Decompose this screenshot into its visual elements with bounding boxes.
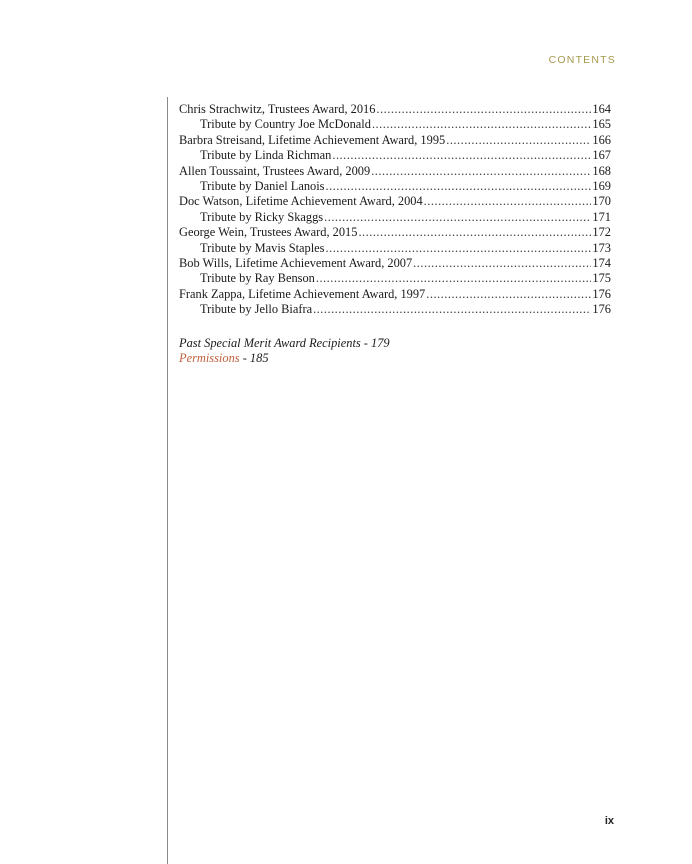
past-recipients-page: 179	[371, 336, 390, 350]
toc-entry-page: 165	[592, 117, 611, 132]
toc-entry-label: George Wein, Trustees Award, 2015	[179, 225, 358, 240]
dot-leader	[313, 302, 591, 317]
toc-entry-label: Tribute by Daniel Lanois	[200, 178, 325, 193]
toc-tribute-entry[interactable]	[179, 271, 611, 286]
dot-leader	[376, 102, 591, 117]
toc-entry-label: Tribute by Jello Biafra	[200, 302, 313, 317]
toc-entry-page: 175	[592, 271, 611, 286]
toc-award-entry[interactable]	[179, 256, 611, 271]
toc-entry-page: 174	[592, 255, 611, 270]
toc-entry-label: Tribute by Ray Benson	[200, 271, 315, 286]
toc-entry-page: 168	[592, 163, 611, 178]
toc-entry-page: 173	[592, 240, 611, 255]
past-recipients-entry[interactable]	[179, 336, 390, 351]
toc-entry-label: Barbra Streisand, Lifetime Achievement Award, 1995	[179, 132, 446, 147]
toc-entry-label: Tribute by Linda Richman	[200, 148, 332, 163]
toc-entry-label: Tribute by Mavis Staples	[200, 240, 325, 255]
toc-entry-page: 176	[592, 286, 611, 301]
toc-entry-label: Chris Strachwitz, Trustees Award, 2016	[179, 102, 376, 116]
dot-leader	[426, 287, 591, 302]
toc-entry-page: 176	[592, 302, 611, 317]
permissions-entry[interactable]	[179, 351, 390, 366]
toc-tribute-entry[interactable]	[179, 210, 611, 225]
toc-entry-label: Tribute by Country Joe McDonald	[200, 117, 371, 132]
toc-tribute-entry[interactable]	[179, 302, 611, 317]
toc-entry-label: Tribute by Ricky Skaggs	[200, 209, 324, 224]
dot-leader	[446, 133, 591, 148]
past-recipients-separator: -	[360, 336, 372, 350]
toc-entry-page: 167	[592, 148, 611, 163]
dot-leader	[371, 164, 591, 179]
toc-tribute-entry[interactable]	[179, 148, 611, 163]
toc-award-entry[interactable]	[179, 133, 611, 148]
toc-entry-page: 172	[592, 225, 611, 240]
toc-entry-page: 169	[592, 178, 611, 193]
dot-leader	[358, 225, 591, 240]
toc-award-entry[interactable]	[179, 287, 611, 302]
permissions-separator: -	[239, 351, 250, 365]
toc-tribute-entry[interactable]	[179, 241, 611, 256]
past-recipients-label: Past Special Merit Award Recipients	[179, 336, 361, 350]
toc-tribute-entry[interactable]	[179, 179, 611, 194]
toc-entry-label: Bob Wills, Lifetime Achievement Award, 2007	[179, 255, 413, 270]
dot-leader	[326, 241, 592, 256]
dot-leader	[332, 148, 591, 163]
dot-leader	[413, 256, 591, 271]
dot-leader	[316, 271, 592, 286]
toc-entry-page: 170	[592, 194, 611, 209]
toc-award-entry[interactable]	[179, 194, 611, 209]
toc-entry-page: 164	[592, 102, 611, 116]
page-header: CONTENTS	[548, 54, 616, 66]
toc-entry-label: Doc Watson, Lifetime Achievement Award, 2004	[179, 194, 423, 209]
toc-entry-page: 171	[592, 209, 611, 224]
extras-section	[179, 336, 390, 366]
page-number: ix	[604, 815, 614, 827]
toc-entry-label: Allen Toussaint, Trustees Award, 2009	[179, 163, 371, 178]
permissions-page: 185	[249, 351, 269, 365]
toc-entry-label: Frank Zappa, Lifetime Achievement Award, 1997	[179, 286, 426, 301]
dot-leader	[424, 194, 592, 209]
margin-rule	[167, 97, 168, 864]
dot-leader	[372, 117, 591, 132]
toc-tribute-entry[interactable]	[179, 117, 611, 132]
toc-award-entry[interactable]	[179, 164, 611, 179]
permissions-label: Permissions	[179, 351, 240, 365]
toc-award-entry[interactable]	[179, 225, 611, 240]
toc-award-entry[interactable]	[179, 102, 611, 117]
dot-leader	[325, 179, 591, 194]
toc-entry-page: 166	[592, 132, 611, 147]
dot-leader	[324, 210, 591, 225]
table-of-contents	[179, 102, 611, 317]
